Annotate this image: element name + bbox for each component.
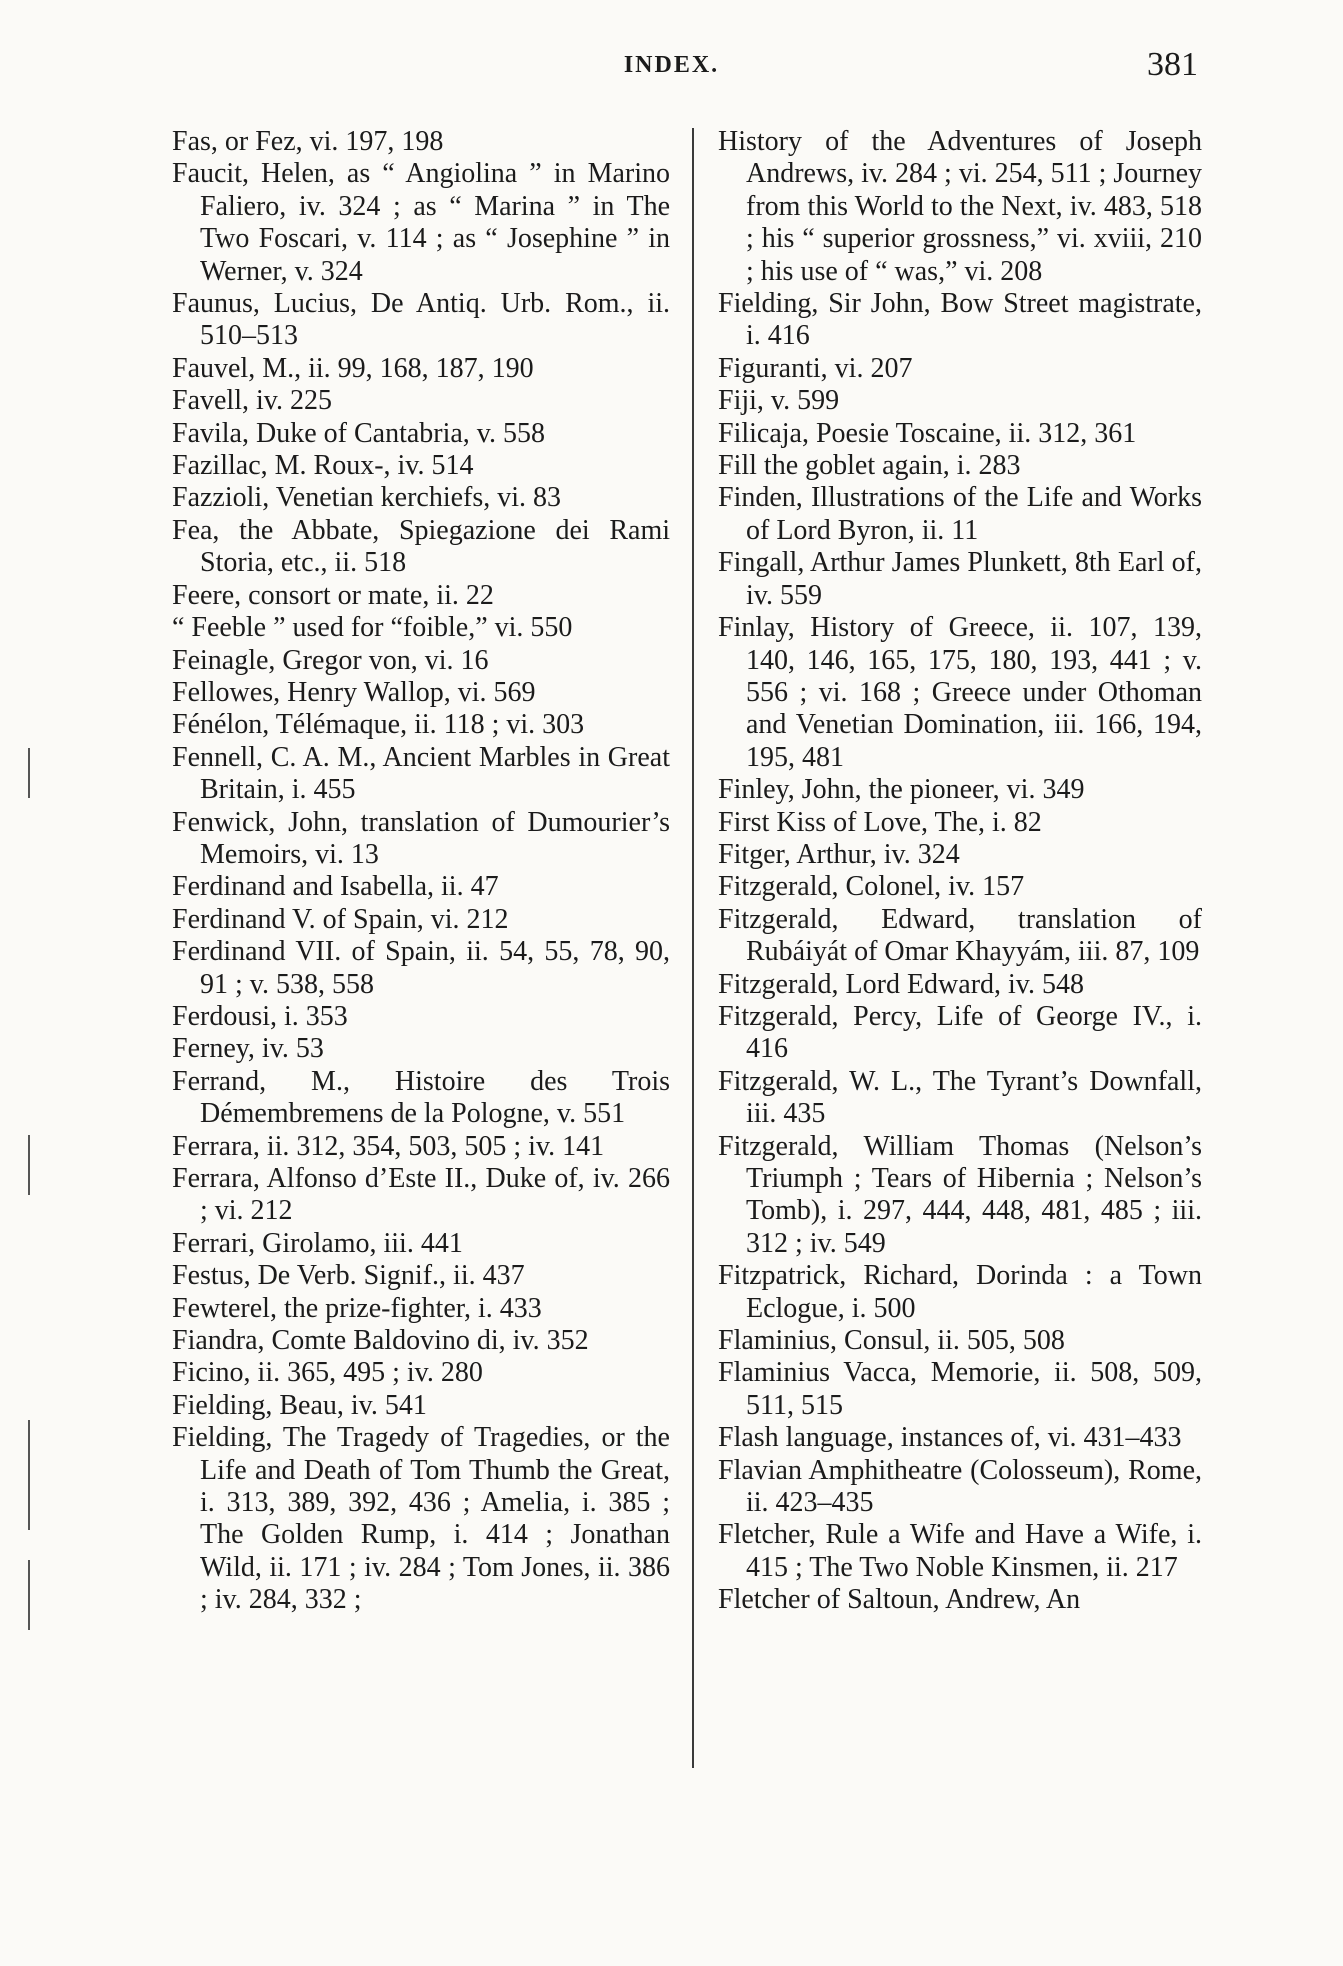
index-entry: Ferrari, Girolamo, iii. 441	[172, 1227, 463, 1259]
index-entry: Ferrara, ii. 312, 354, 503, 505 ; iv. 141	[172, 1130, 605, 1162]
index-entry: Ferdinand VII. of Spain, ii. 54, 55, 78, 90, 91 ; v. 538, 558	[172, 936, 670, 1000]
running-head: INDEX.	[623, 52, 720, 78]
index-entry: Fielding, Sir John, Bow Street magistrate, i. 416	[718, 288, 1202, 352]
index-entry: Fazillac, M. Roux-, iv. 514	[172, 450, 474, 482]
index-entry: Figuranti, vi. 207	[718, 352, 913, 384]
index-entry: Fielding, The Tragedy of Tragedies, or the Life and Death of Tom Thumb the Great, i. 313, 389, 392, 436 ; Amelia, i. 385 ; The Golden Rump, i. 414 ; Jonathan Wild, ii. 171 ; iv. 284 ; Tom Jones, ii. 386 ; iv. 284, 332 ;	[172, 1422, 670, 1616]
index-entry: First Kiss of Love, The, i. 82	[718, 806, 1042, 838]
index-entry: Faunus, Lucius, De Antiq. Urb. Rom., ii. 510–513	[172, 288, 670, 352]
index-entry: Finden, Illustrations of the Life and Works of Lord Byron, ii. 11	[718, 482, 1202, 546]
right-index-column	[718, 126, 1202, 1617]
index-entry: Fiji, v. 599	[718, 385, 840, 417]
left-index-column	[172, 126, 670, 1617]
index-entry: Fiandra, Comte Baldovino di, iv. 352	[172, 1325, 589, 1357]
index-entry: Fill the goblet again, i. 283	[718, 450, 1021, 482]
index-entry: Flaminius Vacca, Memorie, ii. 508, 509, 511, 515	[718, 1357, 1202, 1421]
margin-mark	[28, 1420, 30, 1530]
index-entry: Fazzioli, Venetian kerchiefs, vi. 83	[172, 482, 562, 514]
index-entry: Finley, John, the pioneer, vi. 349	[718, 774, 1085, 806]
index-entry: Fauvel, M., ii. 99, 168, 187, 190	[172, 352, 534, 384]
index-entry: Fitzgerald, Colonel, iv. 157	[718, 871, 1025, 903]
index-entry: Feinagle, Gregor von, vi. 16	[172, 644, 489, 676]
index-entry: Fellowes, Henry Wallop, vi. 569	[172, 676, 536, 708]
index-entry: Favell, iv. 225	[172, 385, 332, 417]
index-entry: Fitzgerald, Percy, Life of George IV., i. 416	[718, 1000, 1202, 1065]
index-entry: Faucit, Helen, as “ Angiolina ” in Marino Faliero, iv. 324 ; as “ Marina ” in The Two Foscari, v. 114 ; as “ Josephine ” in Werner, v. 324	[172, 158, 670, 287]
index-entry: Ferdinand and Isabella, ii. 47	[172, 871, 499, 903]
index-entry: Ferrara, Alfonso d’Este II., Duke of, iv. 266 ; vi. 212	[172, 1163, 670, 1227]
index-entry: Flash language, instances of, vi. 431–433	[718, 1422, 1182, 1454]
index-entry: Fletcher, Rule a Wife and Have a Wife, i. 415 ; The Two Noble Kinsmen, ii. 217	[718, 1519, 1202, 1583]
index-entry: Fea, the Abbate, Spiegazione dei Rami Storia, etc., ii. 518	[172, 514, 670, 579]
index-entry: Flaminius, Consul, ii. 505, 508	[718, 1325, 1065, 1357]
index-entry: Fielding, Beau, iv. 541	[172, 1389, 427, 1421]
index-entry: Favila, Duke of Cantabria, v. 558	[172, 417, 545, 449]
index-entry: Flavian Amphitheatre (Colosseum), Rome, ii. 423–435	[718, 1454, 1202, 1519]
index-entry: Ferrand, M., Histoire des Trois Démembremens de la Pologne, v. 551	[172, 1065, 670, 1130]
index-entry: Fitzpatrick, Richard, Dorinda : a Town Eclogue, i. 500	[718, 1260, 1202, 1324]
index-entry: Fas, or Fez, vi. 197, 198	[172, 126, 444, 157]
margin-mark	[28, 1135, 30, 1195]
index-entry: Fitzgerald, W. L., The Tyrant’s Downfall, iii. 435	[718, 1065, 1202, 1130]
index-entry: History of the Adventures of Joseph Andrews, iv. 284 ; vi. 254, 511 ; Journey from this World to the Next, iv. 483, 518 ; his “ superior grossness,” vi. xviii, 210 ; his use of “ was,” vi. 208	[718, 126, 1202, 287]
index-entry: “ Feeble ” used for “foible,” vi. 550	[172, 612, 573, 644]
margin-mark	[28, 1560, 30, 1630]
index-entry: Ferney, iv. 53	[172, 1033, 324, 1065]
index-entry: Ferdinand V. of Spain, vi. 212	[172, 903, 509, 935]
index-entry: Fenwick, John, translation of Dumourier’s Memoirs, vi. 13	[172, 806, 670, 870]
index-entry: Fennell, C. A. M., Ancient Marbles in Great Britain, i. 455	[172, 741, 670, 806]
index-entry: Fingall, Arthur James Plunkett, 8th Earl of, iv. 559	[718, 547, 1202, 611]
index-entry: Ficino, ii. 365, 495 ; iv. 280	[172, 1357, 483, 1389]
index-entry: Feere, consort or mate, ii. 22	[172, 579, 494, 611]
index-entry: Ferdousi, i. 353	[172, 1000, 348, 1032]
index-entry: Fletcher of Saltoun, Andrew, An	[718, 1584, 1081, 1616]
index-entry: Fitzgerald, William Thomas (Nelson’s Triumph ; Tears of Hibernia ; Nelson’s Tomb), i. 297, 444, 448, 481, 485 ; iii. 312 ; iv. 549	[718, 1130, 1202, 1259]
index-entry: Fitger, Arthur, iv. 324	[718, 838, 960, 870]
index-entry: Filicaja, Poesie Toscaine, ii. 312, 361	[718, 417, 1137, 449]
column-divider	[692, 128, 694, 1768]
index-entry: Fitzgerald, Lord Edward, iv. 548	[718, 968, 1084, 1000]
index-entry: Finlay, History of Greece, ii. 107, 139, 140, 146, 165, 175, 180, 193, 441 ; v. 556 ; vi. 168 ; Greece under Othoman and Venetian Domination, iii. 166, 194, 195, 481	[718, 612, 1202, 773]
index-entry: Fénélon, Télémaque, ii. 118 ; vi. 303	[172, 709, 585, 741]
index-entry: Fewterel, the prize-fighter, i. 433	[172, 1292, 542, 1324]
index-entry: Fitzgerald, Edward, translation of Rubáiyát of Omar Khayyám, iii. 87, 109	[718, 903, 1202, 968]
margin-mark	[28, 748, 30, 798]
page-number: 381	[1147, 46, 1198, 83]
index-entry: Festus, De Verb. Signif., ii. 437	[172, 1260, 525, 1292]
